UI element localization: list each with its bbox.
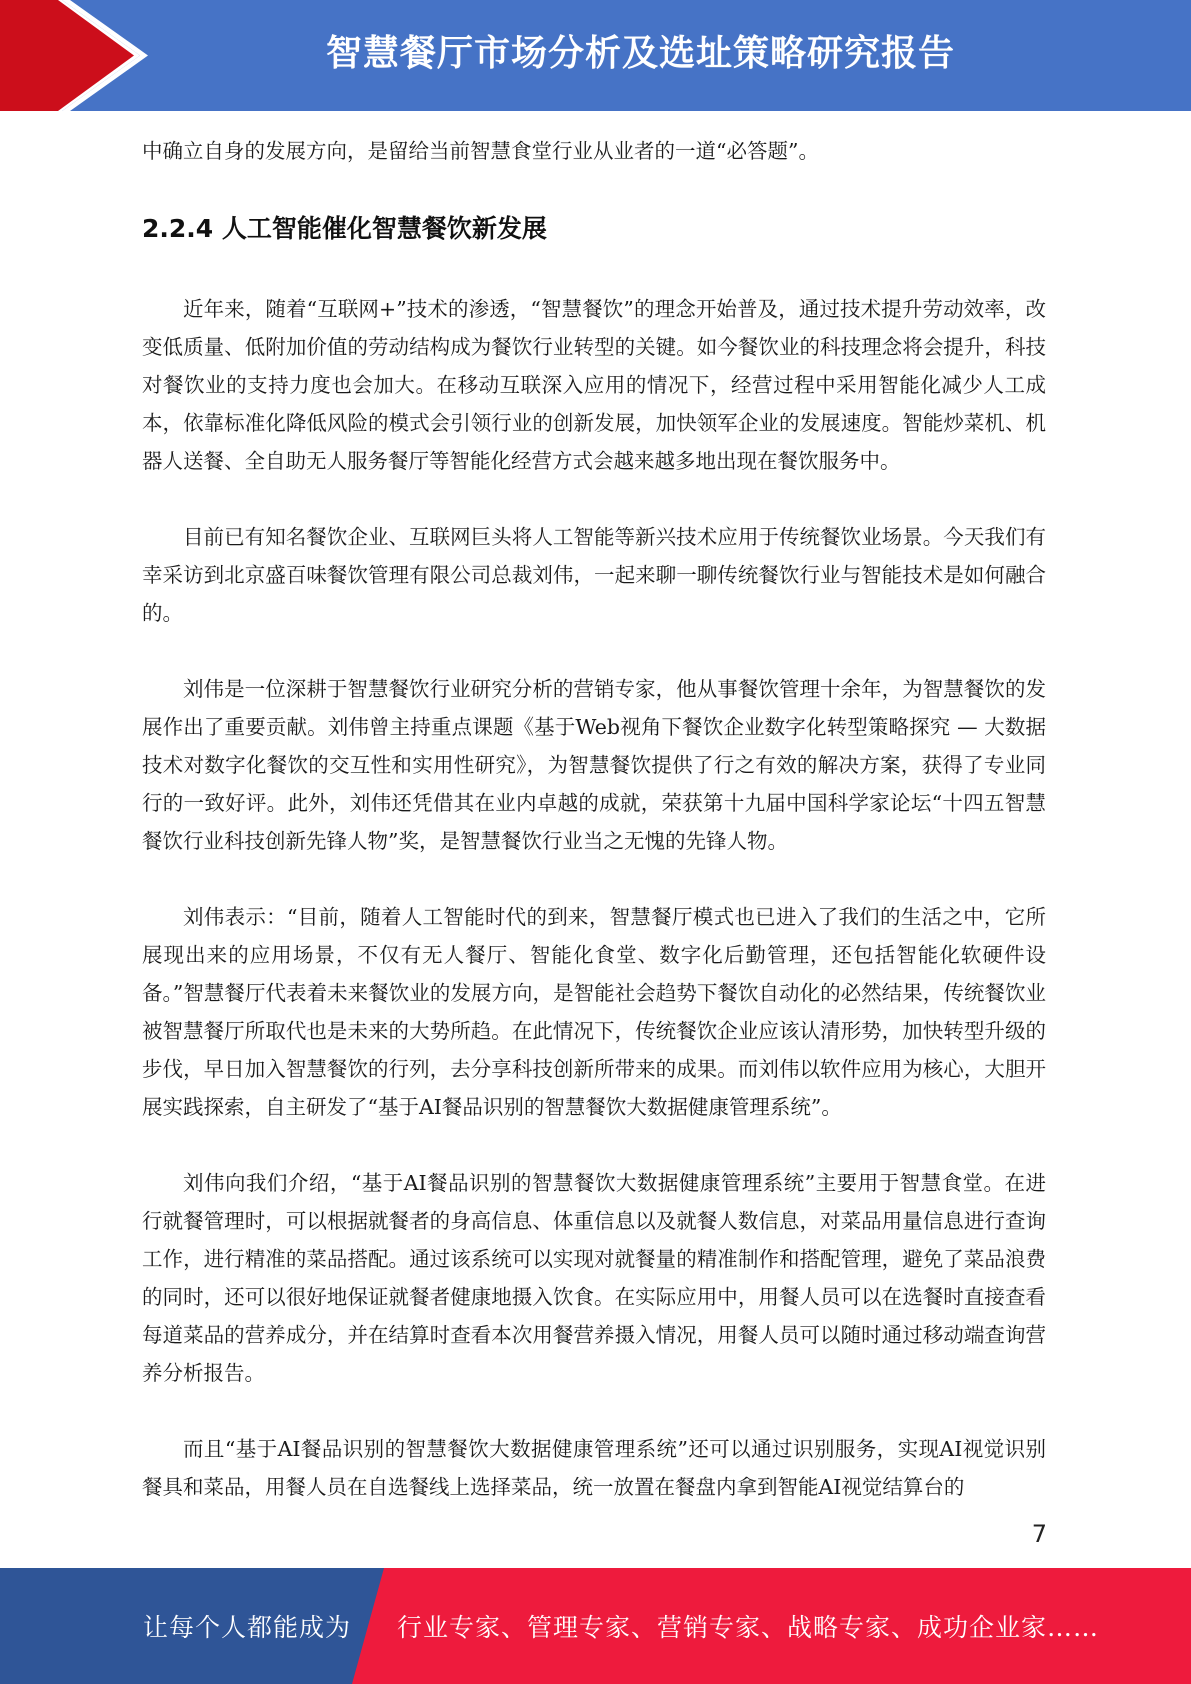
page-header bbox=[0, 0, 1191, 111]
footer-slogan-left: 让每个人都能成为 bbox=[143, 1613, 352, 1642]
header-arrow-decoration bbox=[0, 0, 160, 111]
paragraph-5: 刘伟向我们介绍，“基于AI餐品识别的智慧餐饮大数据健康管理系统”主要用于智慧食堂。在进行就餐管理时，可以根据就餐者的身高信息、体重信息以及就餐人数信息，对菜品用量信息进行查询工作，进行精准的菜品搭配。通过该系统可以实现对就餐量的精准制作和搭配管理，避免了菜品浪费的同时，还可以很好地保证就餐者健康地摄入饮食。在实际应用中，用餐人员可以在选餐时直接查看每道菜品的营养成分，并在结算时查看本次用餐营养摄入情况，用餐人员可以随时通过移动端查询营养分析报告。 bbox=[142, 1171, 1046, 1385]
page-footer bbox=[0, 1568, 1191, 1684]
footer-slogan-right: 行业专家、管理专家、营销专家、战略专家、成功企业家…… bbox=[397, 1613, 1100, 1642]
page-number: 7 bbox=[1031, 1520, 1047, 1548]
paragraph-2: 目前已有知名餐饮企业、互联网巨头将人工智能等新兴技术应用于传统餐饮业场景。今天我们有幸采访到北京盛百味餐饮管理有限公司总裁刘伟，一起来聊一聊传统餐饮行业与智能技术是如何融合的。 bbox=[142, 525, 1046, 625]
page-body bbox=[142, 132, 1046, 1506]
paragraph-6: 而且“基于AI餐品识别的智慧餐饮大数据健康管理系统”还可以通过识别服务，实现AI视觉识别餐具和菜品，用餐人员在自选餐线上选择菜品，统一放置在餐盘内拿到智能AI视觉结算台的 bbox=[142, 1437, 1046, 1499]
section-heading: 2.2.4 人工智能催化智慧餐饮新发展 bbox=[142, 214, 547, 243]
report-title: 智慧餐厅市场分析及选址策略研究报告 bbox=[325, 33, 955, 74]
paragraph-1: 近年来，随着“互联网+”技术的渗透，“智慧餐饮”的理念开始普及，通过技术提升劳动效率，改变低质量、低附加价值的劳动结构成为餐饮行业转型的关键。如今餐饮业的科技理念将会提升，科技对餐饮业的支持力度也会加大。在移动互联深入应用的情况下，经营过程中采用智能化减少人工成本，依靠标准化降低风险的模式会引领行业的创新发展，加快领军企业的发展速度。智能炒菜机、机器人送餐、全自助无人服务餐厅等智能化经营方式会越来越多地出现在餐饮服务中。 bbox=[142, 297, 1046, 473]
paragraph-4: 刘伟表示：“目前，随着人工智能时代的到来，智慧餐厅模式也已进入了我们的生活之中，它所展现出来的应用场景，不仅有无人餐厅、智能化食堂、数字化后勤管理，还包括智能化软硬件设备。”智慧餐厅代表着未来餐饮业的发展方向，是智能社会趋势下餐饮自动化的必然结果，传统餐饮业被智慧餐厅所取代也是未来的大势所趋。在此情况下，传统餐饮企业应该认清形势，加快转型升级的步伐，早日加入智慧餐饮的行列，去分享科技创新所带来的成果。而刘伟以软件应用为核心，大胆开展实践探索，自主研发了“基于AI餐品识别的智慧餐饮大数据健康管理系统”。 bbox=[142, 905, 1046, 1119]
paragraph-3: 刘伟是一位深耕于智慧餐饮行业研究分析的营销专家，他从事餐饮管理十余年，为智慧餐饮的发展作出了重要贡献。刘伟曾主持重点课题《基于Web视角下餐饮企业数字化转型策略探究 — 大数据技术对数字化餐饮的交互性和实用性研究》，为智慧餐饮提供了行之有效的解决方案，获得了专业同行的一致好评。此外，刘伟还凭借其在业内卓越的成就，荣获第十九届中国科学家论坛“十四五智慧餐饮行业科技创新先锋人物”奖，是智慧餐饮行业当之无愧的先锋人物。 bbox=[142, 677, 1046, 853]
intro-line: 中确立自身的发展方向，是留给当前智慧食堂行业从业者的一道“必答题”。 bbox=[142, 139, 819, 163]
